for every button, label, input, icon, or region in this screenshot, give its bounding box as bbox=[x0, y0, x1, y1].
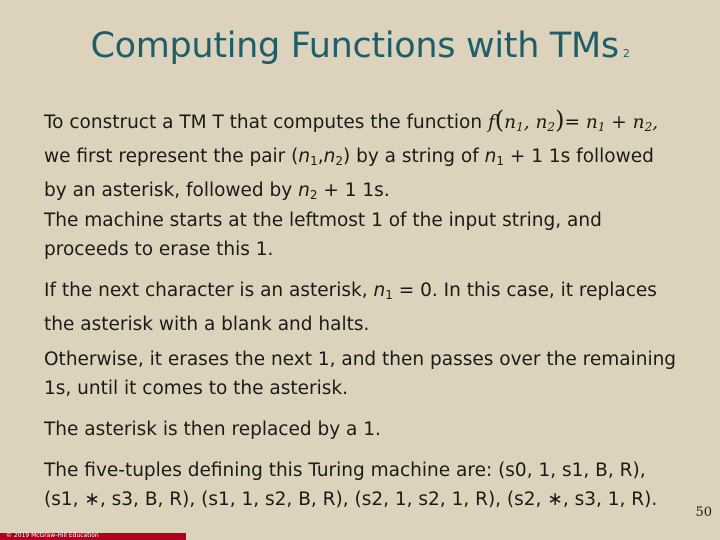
title-text: Computing Functions with TMs bbox=[90, 26, 619, 66]
slide-title bbox=[0, 26, 720, 66]
paragraph-5: The asterisk is then replaced by a 1. bbox=[44, 419, 381, 440]
page-number: 50 bbox=[695, 505, 712, 520]
para6-line2: (s1, ∗, s3, B, R), (s1, 1, s2, B, R), (s2, 1, s2, 1, R), (s2, ∗, s3, 1, R). bbox=[44, 489, 658, 510]
paragraph-6 bbox=[44, 456, 684, 514]
paragraph-4: Otherwise, it erases the next 1, and then passes over the remaining 1s, until it comes to the asterisk. bbox=[44, 349, 677, 399]
para1-text: To construct a TM T that computes the function bbox=[44, 112, 483, 133]
para1-line3: by an asterisk, followed by $n_2 + 1$ 1s. bbox=[44, 180, 390, 202]
copyright-text: © 2019 McGraw-Hill Education bbox=[6, 532, 99, 539]
paragraph-3: If the next character is an asterisk, $n_1 = 0$. In this case, it replaces the asterisk with a blank and halts. bbox=[44, 280, 657, 335]
para6-line1: The five-tuples defining this Turing machine are: (s0, 1, s1, B, R), bbox=[44, 460, 646, 481]
paragraph-2: The machine starts at the leftmost 1 of the input string, and proceeds to erase this 1. bbox=[44, 210, 602, 260]
paragraph-1 bbox=[44, 106, 684, 210]
para1-line2: we first represent the pair $(n_1,n_2)$ by a string of $n_1 + 1$ 1s followed bbox=[44, 146, 654, 168]
title-suffix: 2 bbox=[622, 47, 630, 60]
footer-bar bbox=[0, 533, 186, 540]
function-formula: $f(n_1$, $n_2)= n_1 + n_2$, bbox=[487, 106, 659, 134]
para1-line1 bbox=[44, 106, 684, 142]
